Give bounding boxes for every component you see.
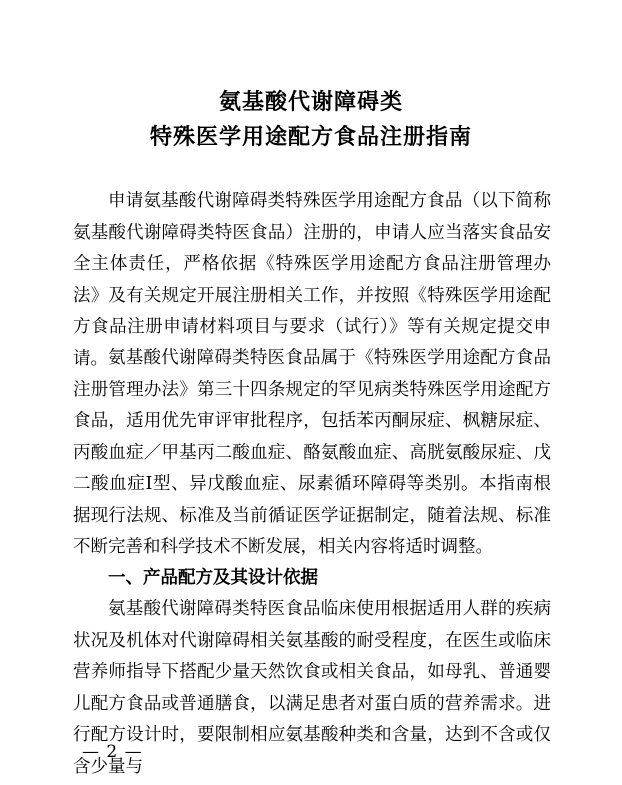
section-heading: 一、产品配方及其设计依据 (108, 568, 318, 588)
paragraph-scope: 氨基酸代谢障碍类特医食品属于《特殊医学用途配方食品注册管理办法》第三十四条规定的罕见病类特殊医学用途配方食品，适用优先审评审批程序，包括苯丙酮尿症、枫糖尿症、丙酸血症／甲基丙二酸血症、酪氨酸血症、高胱氨酸尿症、戊二酸血症Ⅰ型、异戊酸血症、尿素循环障碍等类别。本指南根据现行法规、标准及当前循证医学证据制定，随着法规、标准不断完善和科学技术不断发展，相关内容将适时调整。 (73, 348, 551, 557)
paragraph-formula: 氨基酸代谢障碍类特医食品临床使用根据适用人群的疾病状况及机体对代谢障碍相关氨基酸的耐受程度，在医生或临床营养师指导下搭配少量天然饮食或相关食品，如母乳、普通婴儿配方食品或普通膳食，以满足患者对蛋白质的营养需求。进行配方设计时，要限制相应氨基酸种类和含量，达到不含或仅含少量与 (73, 599, 551, 777)
document-title-line1: 氨基酸代谢障碍类 (218, 90, 403, 115)
page-number: — 2 — (82, 742, 143, 762)
paragraph-intro: 申请氨基酸代谢障碍类特殊医学用途配方食品（以下简称氨基酸代谢障碍类特医食品）注册的，申请人应当落实食品安全主体责任，严格依据《特殊医学用途配方食品注册管理办法》及有关规定开展注册相关工作，并按照《特殊医学用途配方食品注册申请材料项目与要求（试行）》等有关规定提交申请。 (73, 191, 551, 369)
document-title-line2: 特殊医学用途配方食品注册指南 (149, 125, 472, 150)
